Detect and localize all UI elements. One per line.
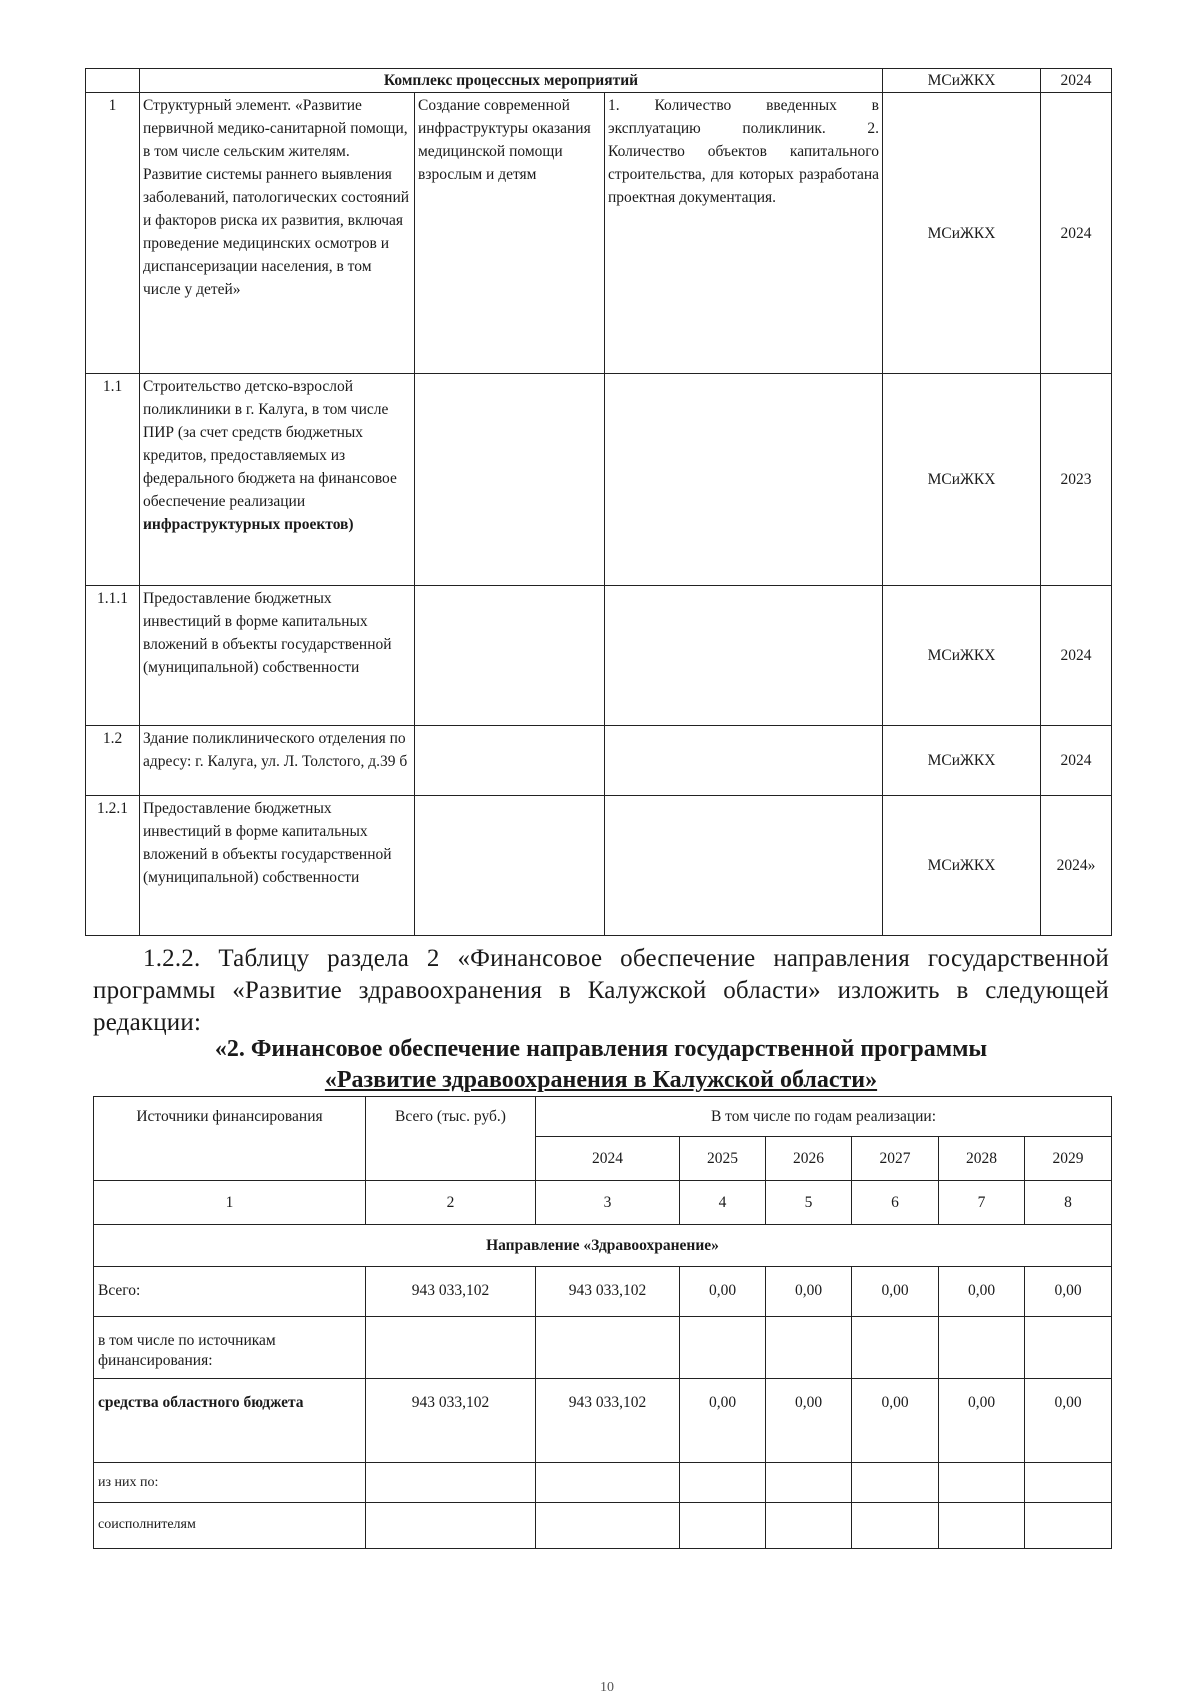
row-year: 2024»	[1041, 796, 1112, 936]
row-value	[536, 1503, 680, 1549]
row-task	[415, 796, 605, 936]
row-label: средства областного бюджета	[94, 1379, 366, 1463]
row-indicators	[605, 796, 883, 936]
col-header-source: Источники финансирования	[94, 1097, 366, 1181]
header-executor: МСиЖКХ	[883, 69, 1041, 93]
col-header-year: 2027	[852, 1137, 939, 1181]
row-total	[366, 1317, 536, 1379]
row-value: 0,00	[1025, 1267, 1112, 1317]
col-header-year: 2028	[939, 1137, 1025, 1181]
row-value	[766, 1317, 852, 1379]
row-value	[1025, 1503, 1112, 1549]
row-value	[939, 1317, 1025, 1379]
row-value: 943 033,102	[536, 1267, 680, 1317]
row-number: 1.1	[86, 374, 140, 586]
section-heading-line1: «2. Финансовое обеспечение направления государственной программы	[214, 1036, 988, 1062]
row-indicators	[605, 586, 883, 726]
page-number: 10	[600, 1680, 614, 1695]
row-task	[415, 374, 605, 586]
col-number: 3	[536, 1181, 680, 1225]
col-header-year: 2024	[536, 1137, 680, 1181]
row-total	[366, 1503, 536, 1549]
row-number: 1.2.1	[86, 796, 140, 936]
column-number-row	[94, 1181, 1112, 1225]
row-value: 0,00	[766, 1267, 852, 1317]
row-value	[536, 1317, 680, 1379]
row-year: 2024	[1041, 93, 1112, 374]
row-value	[939, 1503, 1025, 1549]
financing-table	[93, 1096, 1112, 1549]
table-row	[86, 374, 1112, 586]
row-indicators	[605, 374, 883, 586]
row-indicators	[605, 726, 883, 796]
row-executor: МСиЖКХ	[883, 726, 1041, 796]
row-value	[766, 1463, 852, 1503]
row-name: Предоставление бюджетных инвестиций в форме капитальных вложений в объекты государственной (муниципальной) собственности	[140, 796, 415, 936]
row-value: 0,00	[939, 1267, 1025, 1317]
row-executor: МСиЖКХ	[883, 796, 1041, 936]
col-number: 6	[852, 1181, 939, 1225]
row-value	[680, 1317, 766, 1379]
row-value	[1025, 1317, 1112, 1379]
col-header-total: Всего (тыс. руб.)	[366, 1097, 536, 1181]
table-row	[94, 1379, 1112, 1463]
row-year: 2023	[1041, 374, 1112, 586]
col-header-year: 2026	[766, 1137, 852, 1181]
col-number: 5	[766, 1181, 852, 1225]
row-value	[536, 1463, 680, 1503]
table-row	[86, 726, 1112, 796]
table-row	[86, 93, 1112, 374]
row-value	[852, 1317, 939, 1379]
row-executor: МСиЖКХ	[883, 586, 1041, 726]
col-number: 1	[94, 1181, 366, 1225]
table-row	[94, 1267, 1112, 1317]
section-heading	[93, 1034, 1109, 1096]
direction-title: Направление «Здравоохранение»	[94, 1225, 1112, 1267]
row-task	[415, 586, 605, 726]
row-value	[1025, 1463, 1112, 1503]
row-value	[852, 1463, 939, 1503]
row-value: 0,00	[852, 1379, 939, 1463]
row-value: 0,00	[939, 1379, 1025, 1463]
row-name-bold: инфраструктурных проектов)	[143, 516, 354, 533]
row-value: 0,00	[680, 1267, 766, 1317]
table-row	[86, 586, 1112, 726]
row-value	[766, 1503, 852, 1549]
row-number: 1.2	[86, 726, 140, 796]
col-number: 4	[680, 1181, 766, 1225]
row-value	[680, 1463, 766, 1503]
table-row	[94, 1463, 1112, 1503]
row-year: 2024	[1041, 726, 1112, 796]
row-task: Создание современной инфраструктуры оказания медицинской помощи взрослым и детям	[415, 93, 605, 374]
row-value	[852, 1503, 939, 1549]
table-header-row	[86, 69, 1112, 93]
row-value: 943 033,102	[536, 1379, 680, 1463]
row-value: 0,00	[852, 1267, 939, 1317]
amendment-paragraph: 1.2.2. Таблицу раздела 2 «Финансовое обеспечение направления государственной программы «Развитие здравоохранения в Калужской области» изложить в следующей редакции:	[93, 945, 1109, 1036]
table-row	[86, 796, 1112, 936]
row-name: Здание поликлинического отделения по адресу: г. Калуга, ул. Л. Толстого, д.39 б	[140, 726, 415, 796]
col-number: 8	[1025, 1181, 1112, 1225]
col-header-year: 2025	[680, 1137, 766, 1181]
table-header-row	[94, 1097, 1112, 1137]
header-year: 2024	[1041, 69, 1112, 93]
table-row	[94, 1503, 1112, 1549]
row-executor: МСиЖКХ	[883, 93, 1041, 374]
row-indicators: 1. Количество введенных в эксплуатацию поликлиник. 2. Количество объектов капитального строительства, для которых разработана проектная документация.	[605, 93, 883, 374]
row-value: 0,00	[680, 1379, 766, 1463]
col-header-years-group: В том числе по годам реализации:	[536, 1097, 1112, 1137]
col-number: 7	[939, 1181, 1025, 1225]
section-heading-line2: «Развитие здравоохранения в Калужской области»	[324, 1067, 878, 1093]
row-number: 1	[86, 93, 140, 374]
row-number: 1.1.1	[86, 586, 140, 726]
row-total: 943 033,102	[366, 1267, 536, 1317]
table-row	[94, 1317, 1112, 1379]
row-label: соисполнителям	[94, 1503, 366, 1549]
row-task	[415, 726, 605, 796]
complex-title: Комплекс процессных мероприятий	[140, 69, 883, 93]
row-name: Предоставление бюджетных инвестиций в форме капитальных вложений в объекты государственной (муниципальной) собственности	[140, 586, 415, 726]
col-number: 2	[366, 1181, 536, 1225]
row-total	[366, 1463, 536, 1503]
row-label: из них по:	[94, 1463, 366, 1503]
row-label: в том числе по источникам финансирования:	[94, 1317, 366, 1379]
row-name-text: Строительство детско-взрослой поликлиники в г. Калуга, в том числе ПИР (за счет средств бюджетных кредитов, предоставляемых из федерального бюджета на финансовое обеспечение реализации	[143, 378, 397, 510]
process-measures-table	[85, 68, 1112, 936]
col-header-year: 2029	[1025, 1137, 1112, 1181]
section-row	[94, 1225, 1112, 1267]
row-value: 0,00	[766, 1379, 852, 1463]
row-value	[680, 1503, 766, 1549]
row-label: Всего:	[94, 1267, 366, 1317]
row-value: 0,00	[1025, 1379, 1112, 1463]
row-name: Структурный элемент. «Развитие первичной медико-санитарной помощи, в том числе сельским жителям. Развитие системы раннего выявления заболеваний, патологических состояний и факторов риска их развития, включая проведение медицинских осмотров и диспансеризации населения, в том числе у детей»	[140, 93, 415, 374]
row-total: 943 033,102	[366, 1379, 536, 1463]
row-value	[939, 1463, 1025, 1503]
row-name	[140, 374, 415, 586]
row-executor: МСиЖКХ	[883, 374, 1041, 586]
row-year: 2024	[1041, 586, 1112, 726]
